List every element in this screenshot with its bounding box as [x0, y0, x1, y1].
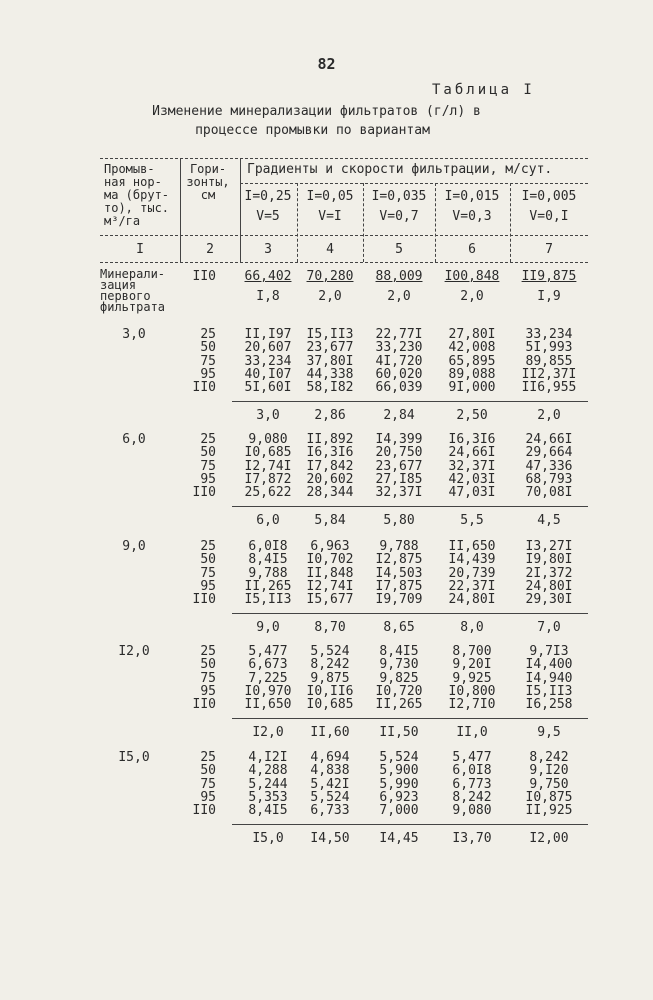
group-total: 5,5: [460, 513, 484, 528]
depth-value: 50: [200, 657, 216, 673]
column-number: 7: [545, 242, 553, 257]
table-cell: I4,503: [375, 565, 423, 581]
depth-value: 75: [200, 353, 216, 369]
depth-value: 50: [200, 445, 216, 461]
table-cell: 28,344: [306, 485, 354, 501]
depth-value: 25: [200, 644, 216, 659]
table-cell: II2,37I: [521, 366, 577, 382]
depth-value: 75: [200, 565, 216, 581]
table-cell: 89,088: [448, 366, 496, 382]
depth-value: 25: [200, 539, 216, 554]
subheader-velocity: V=5: [256, 209, 280, 224]
table-cell: I5,677: [306, 592, 354, 608]
table-cell: 25,622: [244, 485, 292, 501]
table-cell: 8,4I5: [248, 552, 288, 568]
depth-value: 75: [200, 458, 216, 474]
table-cell: I5,II3: [306, 327, 354, 342]
depth-value: II0: [192, 380, 216, 396]
group-total: 8,0: [460, 620, 484, 635]
table-cell: 4,694: [310, 750, 350, 765]
table-cell: 5I,60I: [244, 380, 292, 396]
group-total: I3,70: [452, 831, 492, 846]
table-cell: 4,I2I: [248, 750, 288, 765]
table-cell: 6,773: [452, 776, 492, 792]
table-cell: 9,20I: [452, 657, 492, 673]
table-cell: 5,477: [452, 750, 492, 765]
table-cell: 9,825: [379, 670, 419, 686]
group-total: I4,50: [310, 831, 350, 846]
group-total: II,50: [379, 725, 419, 740]
table-cell: 47,03I: [448, 485, 496, 501]
table-cell: I7,842: [306, 458, 354, 474]
depth-value: II0: [192, 269, 216, 284]
table-cell: 9,080: [452, 803, 492, 819]
table-cell: 9I,000: [448, 380, 496, 396]
table-cell: 32,37I: [375, 485, 423, 501]
table-cell: 6,0I8: [248, 539, 288, 554]
table-cell: 42,03I: [448, 471, 496, 487]
table-cell: 9,7I3: [529, 644, 569, 659]
subheader-rule: [100, 235, 588, 236]
table-cell: 20,750: [375, 445, 423, 461]
number-row-rule: [100, 262, 588, 263]
group-total: I2,00: [529, 831, 569, 846]
table-cell: I0,II6: [306, 683, 354, 699]
table-cell: 47,336: [525, 458, 573, 474]
table-cell: 29,30I: [525, 592, 573, 608]
table-cell: 24,66I: [448, 445, 496, 461]
table-cell: 5,353: [248, 789, 288, 805]
table-cell: 4,288: [248, 763, 288, 779]
header-top-rule: [100, 158, 588, 159]
depth-value: 25: [200, 432, 216, 447]
table-cell: II,925: [525, 803, 573, 819]
table-cell: I0,702: [306, 552, 354, 568]
table-cell: 33,230: [375, 340, 423, 356]
group-total-rule: [232, 718, 588, 719]
table-cell: I2,875: [375, 552, 423, 568]
table-cell: 89,855: [525, 353, 573, 369]
table-cell: 7,000: [379, 803, 419, 819]
group-total-rule: [232, 613, 588, 614]
table-cell: 5,524: [310, 644, 350, 659]
table-cell: 9,925: [452, 670, 492, 686]
first-filtrate-ratio: I,9: [537, 289, 561, 304]
group-total: 3,0: [256, 408, 280, 423]
table-cell: 9,I20: [529, 763, 569, 779]
column-number: I: [136, 242, 144, 257]
table-cell: I0,875: [525, 789, 573, 805]
group-total: 8,70: [314, 620, 346, 635]
column-number: 3: [264, 242, 272, 257]
table-cell: 33,234: [525, 327, 573, 342]
depth-value: 95: [200, 789, 216, 805]
table-cell: 58,I82: [306, 380, 354, 396]
wash-norm: 6,0: [122, 432, 146, 447]
column-number: 6: [468, 242, 476, 257]
table-cell: 42,008: [448, 340, 496, 356]
table-cell: I2,7I0: [448, 697, 496, 713]
first-filtrate-ratio: I,8: [256, 289, 280, 304]
subheader-velocity: V=0,I: [529, 209, 569, 224]
column-number: 5: [395, 242, 403, 257]
table-cell: 6,0I8: [452, 763, 492, 779]
table-cell: I3,27I: [525, 539, 573, 554]
table-cell: 33,234: [244, 353, 292, 369]
depth-value: II0: [192, 697, 216, 713]
depth-value: 50: [200, 763, 216, 779]
table-cell: 5,524: [379, 750, 419, 765]
first-filtrate-value: 70,280: [306, 269, 354, 284]
group-total: 5,80: [383, 513, 415, 528]
table-cell: 4,838: [310, 763, 350, 779]
subheader-gradient: I=0,005: [521, 189, 577, 204]
group-total: 2,84: [383, 408, 415, 423]
wash-norm: 9,0: [122, 539, 146, 554]
depth-value: 95: [200, 578, 216, 594]
table-cell: I4,439: [448, 552, 496, 568]
group-total: II,60: [310, 725, 350, 740]
table-title-line-2: процессе промывки по вариантам: [195, 123, 430, 138]
depth-value: 25: [200, 327, 216, 342]
table-cell: 5,990: [379, 776, 419, 792]
table-cell: 40,I07: [244, 366, 292, 382]
table-cell: 37,80I: [306, 353, 354, 369]
table-cell: 9,730: [379, 657, 419, 673]
table-cell: II,265: [375, 697, 423, 713]
group-total: 5,84: [314, 513, 346, 528]
table-cell: 5,477: [248, 644, 288, 659]
table-cell: I6,3I6: [306, 445, 354, 461]
table-cell: I2,74I: [244, 458, 292, 474]
wash-norm: 3,0: [122, 327, 146, 342]
subheader-velocity: V=I: [318, 209, 342, 224]
depth-value: II0: [192, 803, 216, 819]
depth-value: II0: [192, 592, 216, 608]
table-cell: 9,080: [248, 432, 288, 447]
table-cell: 5,42I: [310, 776, 350, 792]
table-cell: II,650: [448, 539, 496, 554]
group-total: I4,45: [379, 831, 419, 846]
group-total: 2,86: [314, 408, 346, 423]
table-cell: 22,77I: [375, 327, 423, 342]
table-cell: 6,733: [310, 803, 350, 819]
table-cell: I7,872: [244, 471, 292, 487]
table-cell: 29,664: [525, 445, 573, 461]
table-cell: I6,258: [525, 697, 573, 713]
table-cell: I0,685: [306, 697, 354, 713]
table-cell: 20,607: [244, 340, 292, 356]
depth-value: 75: [200, 776, 216, 792]
table-cell: I9,709: [375, 592, 423, 608]
table-cell: 9,750: [529, 776, 569, 792]
table-cell: 27,I85: [375, 471, 423, 487]
table-cell: 20,602: [306, 471, 354, 487]
table-cell: I5,II3: [525, 683, 573, 699]
group-total-rule: [232, 506, 588, 507]
depth-value: 50: [200, 552, 216, 568]
header-group-gradients: Градиенты и скорости фильтрации, м/сут.: [247, 162, 553, 177]
table-cell: 20,739: [448, 565, 496, 581]
group-total: II,0: [456, 725, 488, 740]
header-col-depth: Гори- зонты, см: [186, 162, 230, 202]
table-cell: 6,963: [310, 539, 350, 554]
first-filtrate-label: Минерали- зация первого фильтрата: [100, 267, 166, 314]
first-filtrate-value: 66,402: [244, 269, 292, 284]
table-label: Таблица I: [432, 82, 535, 98]
table-cell: 5,244: [248, 776, 288, 792]
group-total: 2,0: [537, 408, 561, 423]
table-cell: 23,677: [375, 458, 423, 474]
table-cell: 2I,372: [525, 565, 573, 581]
table-cell: 68,793: [525, 471, 573, 487]
table-cell: II,848: [306, 565, 354, 581]
table-cell: I0,720: [375, 683, 423, 699]
group-total: 9,5: [537, 725, 561, 740]
group-total-rule: [232, 401, 588, 402]
table-cell: 8,4I5: [379, 644, 419, 659]
first-filtrate-ratio: 2,0: [318, 289, 342, 304]
table-cell: 8,242: [452, 789, 492, 805]
table-cell: 65,895: [448, 353, 496, 369]
depth-value: 95: [200, 366, 216, 382]
table-cell: I9,80I: [525, 552, 573, 568]
depth-value: 75: [200, 670, 216, 686]
group-total: 7,0: [537, 620, 561, 635]
col-divider-5: [435, 183, 436, 262]
table-cell: I6,3I6: [448, 432, 496, 447]
table-cell: 24,66I: [525, 432, 573, 447]
group-rule: [240, 183, 588, 184]
table-cell: I4,399: [375, 432, 423, 447]
header-col-norm: Промыв- ная нор- ма (брут- то), тыс. м³/га: [104, 162, 170, 228]
table-cell: I4,400: [525, 657, 573, 673]
table-cell: 5,900: [379, 763, 419, 779]
depth-value: 95: [200, 683, 216, 699]
table-cell: 24,80I: [448, 592, 496, 608]
table-cell: 5,524: [310, 789, 350, 805]
depth-value: II0: [192, 485, 216, 501]
subheader-velocity: V=0,3: [452, 209, 492, 224]
table-cell: II6,955: [521, 380, 577, 396]
table-cell: 7,225: [248, 670, 288, 686]
table-cell: II,892: [306, 432, 354, 447]
table-cell: 8,242: [310, 657, 350, 673]
table-cell: 4I,720: [375, 353, 423, 369]
first-filtrate-ratio: 2,0: [460, 289, 484, 304]
group-total: I5,0: [252, 831, 284, 846]
table-cell: 32,37I: [448, 458, 496, 474]
table-cell: II,I97: [244, 327, 292, 342]
table-cell: 6,923: [379, 789, 419, 805]
table-title-line-1: Изменение минерализации фильтратов (г/л) в: [152, 104, 481, 119]
table-cell: I7,875: [375, 578, 423, 594]
group-total-rule: [232, 824, 588, 825]
subheader-gradient: I=0,035: [371, 189, 427, 204]
table-cell: 44,338: [306, 366, 354, 382]
table-cell: 22,37I: [448, 578, 496, 594]
table-cell: I2,74I: [306, 578, 354, 594]
table-cell: I0,685: [244, 445, 292, 461]
col-divider-1: [180, 158, 181, 262]
table-cell: 66,039: [375, 380, 423, 396]
subheader-gradient: I=0,25: [244, 189, 292, 204]
table-cell: 8,242: [529, 750, 569, 765]
column-number: 2: [206, 242, 214, 257]
wash-norm: I5,0: [118, 750, 150, 765]
subheader-velocity: V=0,7: [379, 209, 419, 224]
table-cell: 8,700: [452, 644, 492, 659]
table-cell: II,650: [244, 697, 292, 713]
table-cell: 27,80I: [448, 327, 496, 342]
group-total: 8,65: [383, 620, 415, 635]
table-cell: 60,020: [375, 366, 423, 382]
group-total: I2,0: [252, 725, 284, 740]
table-cell: 5I,993: [525, 340, 573, 356]
table-cell: 9,788: [248, 565, 288, 581]
table-cell: I0,800: [448, 683, 496, 699]
depth-value: 25: [200, 750, 216, 765]
table-cell: I0,970: [244, 683, 292, 699]
table-cell: 8,4I5: [248, 803, 288, 819]
table-cell: 70,08I: [525, 485, 573, 501]
table-cell: I5,II3: [244, 592, 292, 608]
group-total: 9,0: [256, 620, 280, 635]
first-filtrate-ratio: 2,0: [387, 289, 411, 304]
group-total: 2,50: [456, 408, 488, 423]
depth-value: 95: [200, 471, 216, 487]
wash-norm: I2,0: [118, 644, 150, 659]
first-filtrate-value: I00,848: [444, 269, 500, 284]
column-number: 4: [326, 242, 334, 257]
table-cell: 9,875: [310, 670, 350, 686]
subheader-gradient: I=0,05: [306, 189, 354, 204]
depth-value: 50: [200, 340, 216, 356]
group-total: 6,0: [256, 513, 280, 528]
first-filtrate-value: 88,009: [375, 269, 423, 284]
table-cell: 23,677: [306, 340, 354, 356]
table-cell: I4,940: [525, 670, 573, 686]
table-cell: 6,673: [248, 657, 288, 673]
group-total: 4,5: [537, 513, 561, 528]
table-cell: 24,80I: [525, 578, 573, 594]
table-cell: 9,788: [379, 539, 419, 554]
col-divider-6: [510, 183, 511, 262]
table-cell: II,265: [244, 578, 292, 594]
page-number: 82: [317, 55, 336, 73]
first-filtrate-value: II9,875: [521, 269, 577, 284]
subheader-gradient: I=0,015: [444, 189, 500, 204]
